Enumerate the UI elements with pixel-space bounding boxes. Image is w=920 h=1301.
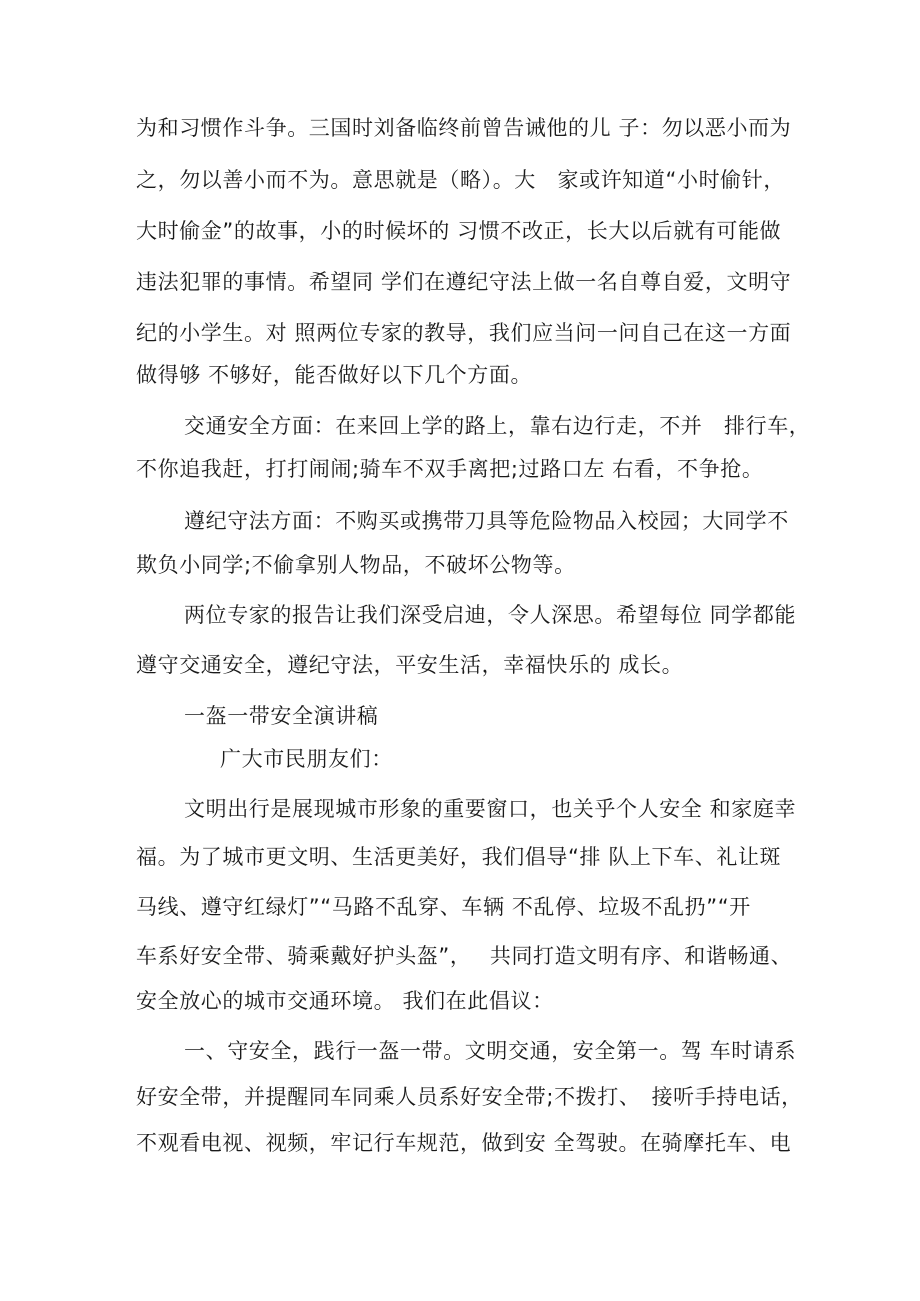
paragraph-line: 车系好安全带、骑乘戴好护头盔”， 共同打造文明有序、和谐畅通、 — [136, 944, 793, 968]
paragraph-line: 做得够 不够好，能否做好以下几个方面。 — [136, 363, 533, 387]
paragraph-line: 之，勿以善小而不为。意思就是（略）。大 家或许知道“小时偷针， — [136, 168, 785, 192]
paragraph-line: 安全放心的城市交通环境。 我们在此倡议： — [136, 989, 554, 1013]
paragraph-line: 文明出行是展现城市形象的重要窗口，也关乎个人安全 和家庭幸 — [184, 797, 797, 821]
paragraph-line: 马线、遵守红绿灯”“马路不乱穿、车辆 不乱停、垃圾不乱扔”“开 — [136, 895, 751, 919]
paragraph-line: 遵纪守法方面：不购买或携带刀具等危险物品入校园；大同学不 — [184, 509, 789, 533]
paragraph-line: 一、守安全，践行一盔一带。文明交通，安全第一。驾 车时请系 — [184, 1039, 797, 1063]
paragraph-line: 大时偷金”的故事，小的时候坏的 习惯不改正，长大以后就有可能做 — [136, 219, 782, 243]
paragraph-line: 两位专家的报告让我们深受启迪，令人深思。希望每位 同学都能 — [184, 603, 797, 627]
salutation: 广大市民朋友们： — [220, 747, 393, 771]
paragraph-line: 违法犯罪的事情。希望同 学们在遵纪守法上做一名自尊自爱，文明守 — [136, 270, 792, 294]
section-heading: 一盔一带安全演讲稿 — [184, 704, 379, 728]
paragraph-line: 好安全带，并提醒同车同乘人员系好安全带;不拨打、 接听手持电话， — [136, 1085, 803, 1109]
paragraph-line: 不观看电视、视频，牢记行车规范，做到安 全驾驶。在骑摩托车、电 — [136, 1131, 792, 1155]
paragraph-line: 遵守交通安全，遵纪守法，平安生活，幸福快乐的 成长。 — [136, 653, 684, 677]
paragraph-line: 交通安全方面：在来回上学的路上，靠右边行走，不并 排行车， — [184, 414, 811, 438]
paragraph-line: 纪的小学生。对 照两位专家的教导，我们应当问一问自己在这一方面 — [136, 321, 792, 345]
paragraph-line: 不你追我赶，打打闹闹;骑车不双手离把;过路口左 右看，不争抢。 — [136, 457, 764, 481]
paragraph-line: 福。为了城市更文明、生活更美好，我们倡导“排 队上下车、礼让斑 — [136, 845, 782, 869]
paragraph-line: 为和习惯作斗争。三国时刘备临终前曾告诫他的儿 子：勿以恶小而为 — [136, 116, 792, 140]
paragraph-line: 欺负小同学;不偷拿别人物品，不破坏公物等。 — [136, 553, 576, 577]
